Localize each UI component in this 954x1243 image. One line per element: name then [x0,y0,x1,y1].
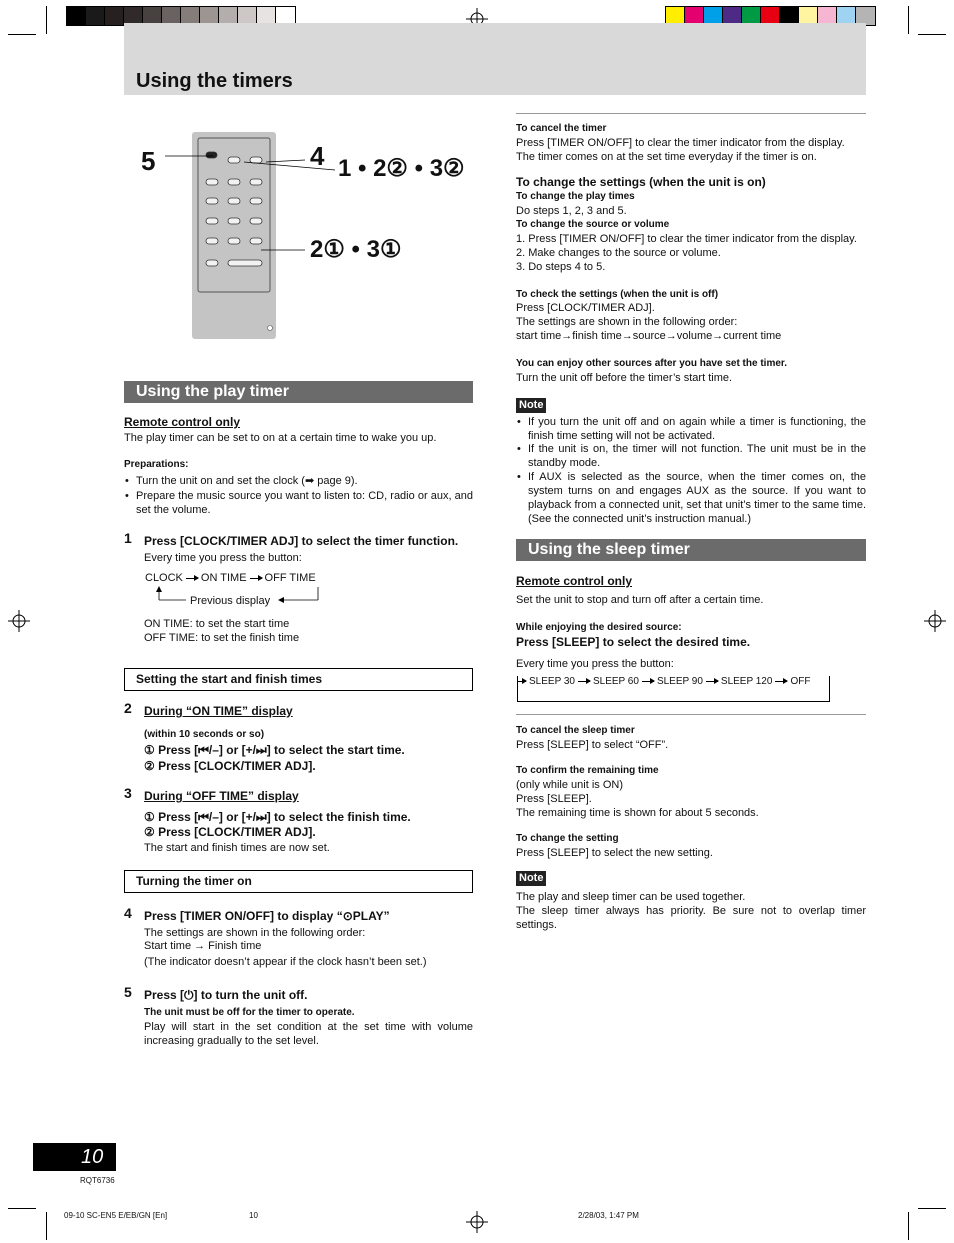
crop-mark [908,6,909,34]
flow-on-time: ON TIME [200,572,247,584]
page-title: Using the timers [136,70,293,92]
color-swatch [67,7,86,25]
sleep-confirm-2: Press [SLEEP]. [516,793,592,805]
sleep-while-heading: While enjoying the desired source: [516,622,682,633]
sleep-note-label: Note [516,871,546,886]
flow-off-time: OFF TIME [264,572,316,584]
prep-item-2: • Prepare the music source you want to listen to: CD, radio or aux, and set the volume. [136,489,473,517]
enjoy-text: Turn the unit off before the timer’s start time. [516,372,733,384]
crop-mark [918,34,946,35]
play-intro: The play timer can be set to on at a certain time to wake you up. [124,432,437,444]
arrow-icon [642,681,654,682]
check-settings-3: start time→finish time→source→volume→current time [516,330,782,342]
step-2-number: 2 [124,700,132,716]
sleep-note-1: The play and sleep timer can be used together. [516,891,746,903]
off-time-desc: OFF TIME: to set the finish time [144,632,300,644]
sleep-every: Every time you press the button: [516,658,674,670]
sleep-change-text: Press [SLEEP] to select the new setting. [516,847,713,859]
step-5-title: Press [⏻] to turn the unit off. [144,988,308,1002]
clock-flow [145,571,365,585]
flow-previous-display: Previous display [190,595,271,607]
sleep-option: SLEEP 120 [720,676,773,687]
sleep-cancel-heading: To cancel the sleep timer [516,725,635,736]
folio: 10 [249,1211,258,1220]
sleep-note-2: The sleep timer always has priority. Be sure not to overlap timer settings. [516,905,866,931]
sleep-options [518,676,814,688]
sleep-option: SLEEP 60 [592,676,639,687]
cancel-timer-text: Press [TIMER ON/OFF] to clear the timer indicator from the display. The timer comes on at the set time everyday if the timer is on. [516,137,845,163]
sleep-option: OFF [790,676,811,687]
arrow-icon [186,578,198,579]
on-time-desc: ON TIME: to set the start time [144,618,290,630]
title-band [124,23,866,95]
step-3-number: 3 [124,785,132,801]
check-settings-1: Press [CLOCK/TIMER ADJ]. [516,302,655,314]
step-1-number: 1 [124,530,132,546]
sleep-option: SLEEP 90 [656,676,703,687]
note-item-3: • If AUX is selected as the source, when the timer comes on, the system turns on and engages AUX as the source. If you want to playback from a connected unit, set that unit’s timer to the same time. (See the connected unit’s instruction manual.) [528,470,866,526]
step-2-b: ② Press [CLOCK/TIMER ADJ]. [144,759,316,773]
crop-mark [46,1212,47,1240]
cancel-timer-heading: To cancel the timer [516,123,607,134]
sleep-press-heading: Press [SLEEP] to select the desired time. [516,635,751,649]
sleep-change-heading: To change the setting [516,833,619,844]
page-number: 10 [33,1143,116,1171]
note-item-1: • If you turn the unit off and on again while a timer is functioning, the finish time setting will not be activated. [528,415,866,443]
crop-mark [908,1212,909,1240]
sleep-intro: Set the unit to stop and turn off after a certain time. [516,594,764,606]
step-4-line-2: Start time → Finish time [144,940,262,952]
color-swatch [86,7,105,25]
step-3-b: ② Press [CLOCK/TIMER ADJ]. [144,825,316,839]
check-settings-heading: To check the settings (when the unit is off) [516,289,719,300]
sleep-remote-only: Remote control only [516,574,633,588]
crop-mark [46,6,47,34]
step-3-a: ① Press [⏮/–] or [+/⏭] to select the finish time. [144,810,411,824]
step-3-title: During “OFF TIME” display [144,789,299,803]
change-play-heading: To change the play times [516,191,635,202]
change-settings-heading: To change the settings (when the unit is on) [516,175,766,189]
file-name: 09-10 SC-EN5 E/EB/GN [En] [64,1211,168,1220]
arrow-icon [775,681,787,682]
prep-item-1: • Turn the unit on and set the clock (➡ page 9). [136,474,473,488]
registration-mark-icon [466,1211,488,1233]
arrow-icon [706,681,718,682]
timer-on-box: Turning the timer on [124,870,473,893]
step-5-text: Play will start in the set condition at the set time with volume increasing gradually to the set level. [144,1021,473,1047]
step-1-sub: Every time you press the button: [144,552,302,564]
arrow-icon [578,681,590,682]
color-swatch [105,7,124,25]
change-source-step-1: 1. Press [TIMER ON/OFF] to clear the timer indicator from the display. [516,233,857,245]
doc-code: RQT6736 [80,1176,115,1185]
step-4-number: 4 [124,905,132,921]
step-2-a: ① Press [⏮/–] or [+/⏭] to select the start time. [144,743,405,757]
divider [516,714,866,715]
flow-clock: CLOCK [145,572,183,584]
step-1-title: Press [CLOCK/TIMER ADJ] to select the timer function. [144,534,459,548]
prep-label: Preparations: [124,459,189,470]
sleep-confirm-heading: To confirm the remaining time [516,765,659,776]
callout-4: 4 [310,141,325,171]
step-2-within: (within 10 seconds or so) [144,729,265,740]
step-5-bold: The unit must be off for the timer to operate. [144,1007,355,1018]
arrow-icon [518,681,526,682]
registration-mark-icon [8,610,30,632]
play-remote-only: Remote control only [124,415,241,429]
crop-mark [8,1208,36,1209]
step-4-title: Press [TIMER ON/OFF] to display “⊙PLAY” [144,909,390,923]
sleep-confirm-1: (only while unit is ON) [516,779,623,791]
callout-2-3: 2① • 3① [310,236,402,263]
divider [516,113,866,114]
callout-5: 5 [141,146,156,176]
check-settings-2: The settings are shown in the following order: [516,316,738,328]
crop-mark [8,34,36,35]
print-stamp: 2/28/03, 1:47 PM [578,1211,639,1220]
step-4-line-3: (The indicator doesn’t appear if the clock hasn’t been set.) [144,956,427,968]
sleep-option: SLEEP 30 [529,676,575,687]
start-finish-box: Setting the start and finish times [124,668,473,691]
change-source-step-2: 2. Make changes to the source or volume. [516,247,721,259]
change-play-text: Do steps 1, 2, 3 and 5. [516,205,627,217]
arrow-icon [250,578,262,579]
note-item-2: • If the unit is on, the timer will not function. The unit must be in the standby mode. [528,442,866,470]
sleep-confirm-3: The remaining time is shown for about 5 seconds. [516,807,759,819]
note-label: Note [516,398,546,413]
play-timer-heading: Using the play timer [124,381,473,403]
sleep-timer-heading: Using the sleep timer [516,539,866,561]
registration-mark-icon [924,610,946,632]
change-source-heading: To change the source or volume [516,219,670,230]
crop-mark [918,1208,946,1209]
step-4-line-1: The settings are shown in the following order: [144,927,366,939]
enjoy-heading: You can enjoy other sources after you have set the timer. [516,358,788,369]
sleep-cancel-text: Press [SLEEP] to select “OFF”. [516,739,669,751]
step-2-title: During “ON TIME” display [144,704,293,718]
change-source-step-3: 3. Do steps 4 to 5. [516,261,606,273]
step-5-number: 5 [124,984,132,1000]
callout-1-2-3: 1 • 2② • 3② [338,155,465,182]
step-3-note: The start and finish times are now set. [144,842,330,854]
